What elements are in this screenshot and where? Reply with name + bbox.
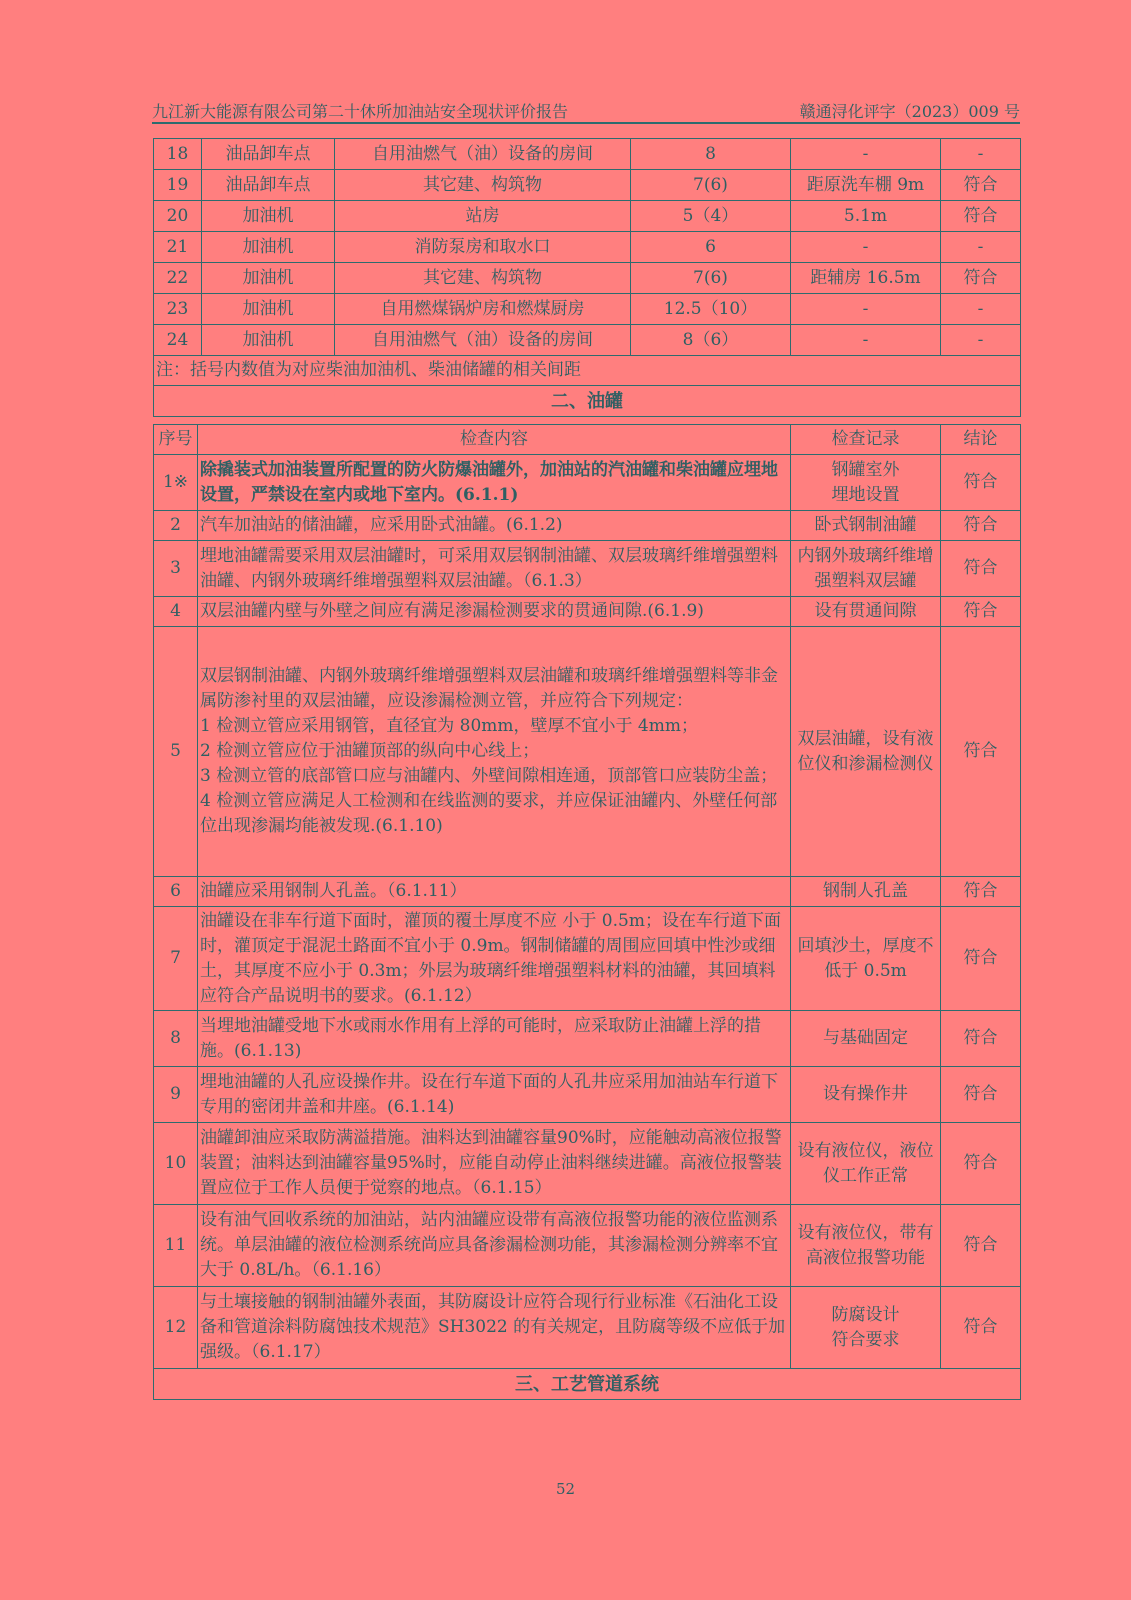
cell-facility: 加油机 [202, 201, 335, 232]
cell-object: 其它建、构筑物 [335, 263, 631, 294]
cell-result: 符合 [941, 511, 1021, 541]
report-code: 赣通浔化评字（2023）009 号 [799, 102, 1020, 121]
cell-actual: - [791, 232, 941, 263]
cell-facility: 加油机 [202, 325, 335, 356]
cell-result: 符合 [941, 627, 1021, 877]
cell-content: 埋地油罐的人孔应设操作井。设在行车道下面的人孔井应采用加油站车行道下专用的密闭井盖和井座。(6.1.14) [198, 1067, 791, 1123]
cell-no: 5 [154, 627, 198, 877]
cell-no: 6 [154, 877, 198, 907]
table-row [154, 877, 1021, 907]
cell-content: 设有油气回收系统的加油站，站内油罐应设带有高液位报警功能的液位监测系统。单层油罐的液位检测系统尚应具备渗漏检测功能，其渗漏检测分辨率不宜大于 0.8L/h。（6.1.16） [198, 1205, 791, 1287]
cell-result: 符合 [941, 1011, 1021, 1067]
cell-result: 符合 [941, 170, 1021, 201]
table-row [154, 541, 1021, 597]
cell-facility: 加油机 [202, 232, 335, 263]
table-row [154, 1011, 1021, 1067]
cell-object: 站房 [335, 201, 631, 232]
cell-no: 3 [154, 541, 198, 597]
cell-content: 与土壤接触的钢制油罐外表面，其防腐设计应符合现行行业标准《石油化工设备和管道涂料防腐蚀技术规范》SH3022 的有关规定，且防腐等级不应低于加强级。（6.1.17） [198, 1287, 791, 1369]
cell-standard: 12.5（10） [631, 294, 791, 325]
cell-record: 内钢外玻璃纤维增强塑料双层罐 [791, 541, 941, 597]
cell-no: 9 [154, 1067, 198, 1123]
cell-record: 设有贯通间隙 [791, 597, 941, 627]
cell-result: 符合 [941, 597, 1021, 627]
cell-object: 自用燃煤锅炉房和燃煤厨房 [335, 294, 631, 325]
cell-result: 符合 [941, 1123, 1021, 1205]
cell-no: 18 [154, 139, 202, 170]
cell-record: 双层油罐，设有液位仪和渗漏检测仪 [791, 627, 941, 877]
cell-content: 双层钢制油罐、内钢外玻璃纤维增强塑料双层油罐和玻璃纤维增强塑料等非金属防渗衬里的双层油罐，应设渗漏检测立管，并应符合下列规定： 1 检测立管应采用钢管，直径宜为 80mm，壁厚不宜小于 4mm； 2 检测立管应位于油罐顶部的纵向中心线上； 3 检测立管的底部管口应与油罐内、外壁间隙相连通，顶部管口应装防尘盖； 4 检测立管应满足人工检测和在线监测的要求，并应保证油罐内、外壁任何部位出现渗漏均能被发现.(6.1.10) [198, 627, 791, 877]
cell-actual: 距原洗车棚 9m [791, 170, 941, 201]
section-3-row [154, 1369, 1021, 1400]
cell-result: 符合 [941, 907, 1021, 1011]
note-row [154, 356, 1021, 386]
cell-facility: 加油机 [202, 263, 335, 294]
cell-no: 11 [154, 1205, 198, 1287]
cell-result: - [941, 325, 1021, 356]
cell-result: 符合 [941, 877, 1021, 907]
cell-no: 7 [154, 907, 198, 1011]
cell-standard: 7(6) [631, 263, 791, 294]
cell-standard: 8 [631, 139, 791, 170]
cell-no: 19 [154, 170, 202, 201]
cell-no: 8 [154, 1011, 198, 1067]
cell-facility: 油品卸车点 [202, 170, 335, 201]
header-no: 序号 [154, 425, 198, 455]
table-row [154, 1067, 1021, 1123]
table-row [154, 1205, 1021, 1287]
cell-standard: 5（4） [631, 201, 791, 232]
cell-actual: - [791, 325, 941, 356]
cell-actual: - [791, 294, 941, 325]
cell-record: 钢罐室外 埋地设置 [791, 455, 941, 511]
cell-standard: 7(6) [631, 170, 791, 201]
table-row [154, 1123, 1021, 1205]
table-row [154, 597, 1021, 627]
tank-table [153, 424, 1021, 1400]
cell-no: 20 [154, 201, 202, 232]
table-row [154, 232, 1021, 263]
table-row [154, 511, 1021, 541]
table-row [154, 170, 1021, 201]
section-3-title: 三、工艺管道系统 [154, 1369, 1021, 1400]
cell-object: 自用油燃气（油）设备的房间 [335, 325, 631, 356]
distance-table [153, 138, 1021, 417]
cell-record: 设有操作井 [791, 1067, 941, 1123]
cell-object: 消防泵房和取水口 [335, 232, 631, 263]
cell-result: 符合 [941, 1287, 1021, 1369]
cell-standard: 8（6） [631, 325, 791, 356]
page-number: 52 [555, 1480, 576, 1498]
cell-result: 符合 [941, 263, 1021, 294]
page-header [152, 100, 1020, 124]
cell-no: 22 [154, 263, 202, 294]
cell-content: 油罐设在非车行道下面时，灌顶的覆土厚度不应 小于 0.5m；设在车行道下面时，灌顶定于混泥土路面不宜小于 0.9m。钢制储罐的周围应回填中性沙或细土，其厚度不应小于 0.3m；外层为玻璃纤维增强塑料材料的油罐，其回填料应符合产品说明书的要求。(6.1.12） [198, 907, 791, 1011]
table-row [154, 627, 1021, 877]
cell-content: 汽车加油站的储油罐，应采用卧式油罐。(6.1.2) [198, 511, 791, 541]
table-row [154, 294, 1021, 325]
cell-result: 符合 [941, 1067, 1021, 1123]
table-row [154, 201, 1021, 232]
cell-no: 21 [154, 232, 202, 263]
cell-record: 钢制人孔盖 [791, 877, 941, 907]
cell-result: - [941, 294, 1021, 325]
cell-no: 2 [154, 511, 198, 541]
cell-content: 当埋地油罐受地下水或雨水作用有上浮的可能时，应采取防止油罐上浮的措施。(6.1.13) [198, 1011, 791, 1067]
cell-standard: 6 [631, 232, 791, 263]
table-row [154, 455, 1021, 511]
cell-facility: 加油机 [202, 294, 335, 325]
table-row [154, 139, 1021, 170]
cell-result: - [941, 232, 1021, 263]
cell-no: 1※ [154, 455, 198, 511]
section-2-title: 二、油罐 [154, 386, 1021, 417]
cell-no: 4 [154, 597, 198, 627]
cell-result: 符合 [941, 1205, 1021, 1287]
cell-no: 24 [154, 325, 202, 356]
cell-content: 双层油罐内壁与外壁之间应有满足渗漏检测要求的贯通间隙.(6.1.9) [198, 597, 791, 627]
cell-actual: 距辅房 16.5m [791, 263, 941, 294]
column-header-row [154, 425, 1021, 455]
cell-record: 设有液位仪，液位仪工作正常 [791, 1123, 941, 1205]
cell-content: 油罐卸油应采取防满溢措施。油料达到油罐容量90%时，应能触动高液位报警装置；油料达到油罐容量95%时，应能自动停止油料继续进罐。高液位报警装置应位于工作人员便于觉察的地点。（6.1.15） [198, 1123, 791, 1205]
cell-facility: 油品卸车点 [202, 139, 335, 170]
header-content: 检查内容 [198, 425, 791, 455]
cell-result: 符合 [941, 201, 1021, 232]
cell-record: 卧式钢制油罐 [791, 511, 941, 541]
cell-object: 自用油燃气（油）设备的房间 [335, 139, 631, 170]
cell-record: 回填沙土，厚度不低于 0.5m [791, 907, 941, 1011]
cell-result: - [941, 139, 1021, 170]
table-row [154, 325, 1021, 356]
cell-result: 符合 [941, 541, 1021, 597]
cell-actual: 5.1m [791, 201, 941, 232]
cell-no: 10 [154, 1123, 198, 1205]
cell-object: 其它建、构筑物 [335, 170, 631, 201]
note-text: 注：括号内数值为对应柴油加油机、柴油储罐的相关间距 [154, 356, 1021, 386]
table-row [154, 263, 1021, 294]
header-record: 检查记录 [791, 425, 941, 455]
report-title: 九江新大能源有限公司第二十休所加油站安全现状评价报告 [152, 102, 569, 121]
table-row [154, 1287, 1021, 1369]
section-2-row [154, 386, 1021, 417]
cell-record: 与基础固定 [791, 1011, 941, 1067]
cell-actual: - [791, 139, 941, 170]
cell-no: 23 [154, 294, 202, 325]
header-result: 结论 [941, 425, 1021, 455]
cell-record: 设有液位仪，带有高液位报警功能 [791, 1205, 941, 1287]
cell-content: 埋地油罐需要采用双层油罐时，可采用双层钢制油罐、双层玻璃纤维增强塑料油罐、内钢外玻璃纤维增强塑料双层油罐。（6.1.3） [198, 541, 791, 597]
cell-record: 防腐设计 符合要求 [791, 1287, 941, 1369]
table-row [154, 907, 1021, 1011]
cell-content: 除撬装式加油装置所配置的防火防爆油罐外，加油站的汽油罐和柴油罐应埋地设置，严禁设在室内或地下室内。(6.1.1) [198, 455, 791, 511]
cell-content: 油罐应采用钢制人孔盖。（6.1.11） [198, 877, 791, 907]
cell-no: 12 [154, 1287, 198, 1369]
cell-result: 符合 [941, 455, 1021, 511]
